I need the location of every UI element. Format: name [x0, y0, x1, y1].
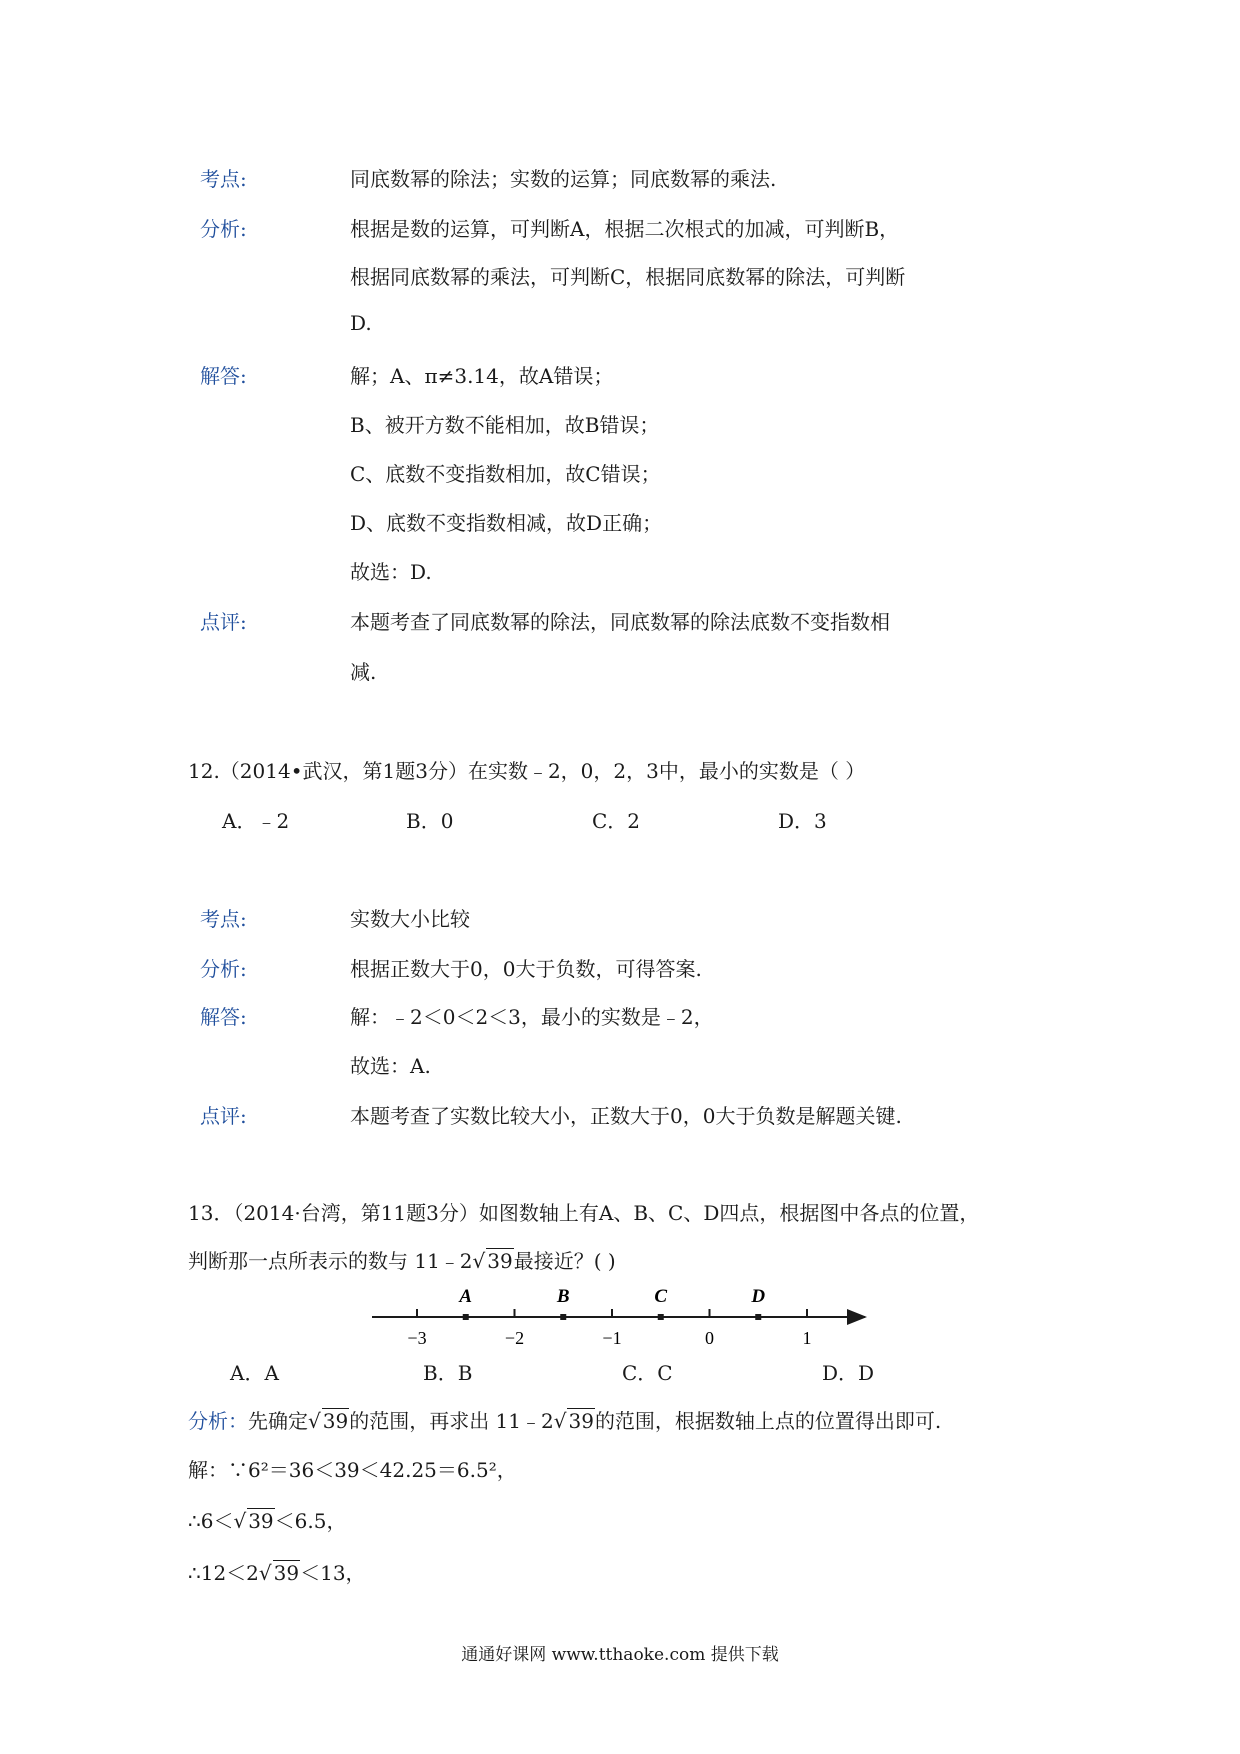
axis-tick-label: 1 — [802, 1328, 812, 1348]
jieda-line: 故选：A. — [350, 1054, 431, 1078]
fenxi-label: 分析: — [200, 957, 247, 981]
question-13-line1: 13．（2014·台湾，第11题3分）如图数轴上有A、B、C、D四点，根据图中各点的位置， — [188, 1201, 980, 1225]
point-label: C — [654, 1286, 668, 1307]
option-c: C．2 — [592, 809, 641, 833]
kaodian-text: 实数大小比较 — [350, 907, 470, 931]
kaodian-label: 考点: — [200, 907, 247, 931]
axis-tick-label: 0 — [705, 1328, 714, 1348]
jieda-line: 解；A、π≠3.14，故A错误； — [350, 364, 614, 388]
question-13-line2 — [188, 1245, 616, 1274]
solution-text: ＜6.5， — [274, 1509, 347, 1533]
jieda-line: C、底数不变指数相加，故C错误； — [350, 462, 661, 486]
point-label: D — [751, 1286, 766, 1307]
option-a: A．A — [230, 1361, 279, 1385]
option-b: B．B — [423, 1361, 473, 1385]
solution-line — [188, 1505, 346, 1534]
axis-tick-label: −3 — [407, 1328, 427, 1348]
point-a — [463, 1314, 469, 1320]
fenxi-label: 分析: — [200, 217, 247, 241]
fenxi-text: 先确定 — [248, 1409, 308, 1433]
option-d: D．3 — [778, 809, 827, 833]
option-a: A．﹣2 — [222, 809, 290, 833]
jieda-line: D、底数不变指数相减，故D正确； — [350, 511, 663, 535]
option-b: B．0 — [406, 809, 454, 833]
solution-line: 解：∵6²＝36＜39＜42.25＝6.5²， — [188, 1458, 517, 1482]
jieda-line: B、被开方数不能相加，故B错误； — [350, 413, 660, 437]
dianping-line: 减. — [350, 660, 377, 684]
sqrt-39: √ 39 — [308, 1409, 349, 1433]
solution-text: ＜13， — [300, 1561, 366, 1585]
question-12: 12.（2014•武汉，第1题3分）在实数﹣2，0，2，3中，最小的实数是（ ） — [188, 759, 866, 783]
solution-text: ∴12＜2 — [188, 1561, 259, 1585]
dianping-line: 本题考查了同底数幂的除法，同底数幂的除法底数不变指数相 — [350, 610, 890, 634]
fenxi-text: 的范围，根据数轴上点的位置得出即可. — [594, 1409, 942, 1433]
question-text: 判断那一点所表示的数与 11﹣2 — [188, 1249, 473, 1273]
fenxi-line: 根据是数的运算，可判断A，根据二次根式的加减，可判断B， — [350, 217, 900, 241]
fenxi-line: D. — [350, 311, 372, 335]
option-c: C．C — [622, 1361, 673, 1385]
point-label: A — [459, 1286, 473, 1307]
fenxi-line: 根据同底数幂的乘法，可判断C，根据同底数幂的除法，可判断 — [350, 265, 906, 289]
fenxi-label: 分析： — [188, 1409, 248, 1433]
dianping-text: 本题考查了实数比较大小，正数大于0，0大于负数是解题关键. — [350, 1104, 902, 1128]
solution-text: ∴6＜ — [188, 1509, 234, 1533]
point-label: B — [556, 1286, 570, 1307]
sqrt-39: √ 39 — [472, 1249, 513, 1273]
footer: 通通好课网 www.tthaoke.com 提供下载 — [461, 1645, 779, 1665]
solution-line — [188, 1557, 366, 1586]
sqrt-39: √ 39 — [553, 1409, 594, 1433]
kaodian-text: 同底数幂的除法；实数的运算；同底数幂的乘法. — [350, 167, 777, 191]
sqrt-39: √ 39 — [233, 1509, 274, 1533]
kaodian-label: 考点: — [200, 167, 247, 191]
fenxi-line — [188, 1405, 941, 1434]
dianping-label: 点评: — [200, 1104, 247, 1128]
axis-tick-label: −1 — [602, 1328, 622, 1348]
number-line — [360, 1282, 880, 1362]
dianping-label: 点评: — [200, 610, 247, 634]
point-d — [755, 1314, 761, 1320]
axis-tick-label: −2 — [504, 1328, 525, 1348]
jieda-line: 解：﹣2＜0＜2＜3，最小的实数是﹣2， — [350, 1005, 714, 1029]
question-text: 最接近？( ) — [513, 1249, 616, 1273]
jieda-label: 解答: — [200, 1005, 247, 1029]
option-d: D．D — [822, 1361, 875, 1385]
point-b — [560, 1314, 566, 1320]
jieda-label: 解答: — [200, 364, 247, 388]
point-c — [658, 1314, 664, 1320]
fenxi-text: 根据正数大于0，0大于负数，可得答案. — [350, 957, 702, 981]
sqrt-39: √ 39 — [258, 1561, 300, 1585]
jieda-line: 故选：D. — [350, 560, 432, 584]
fenxi-text: 的范围，再求出 11﹣2 — [349, 1409, 554, 1433]
